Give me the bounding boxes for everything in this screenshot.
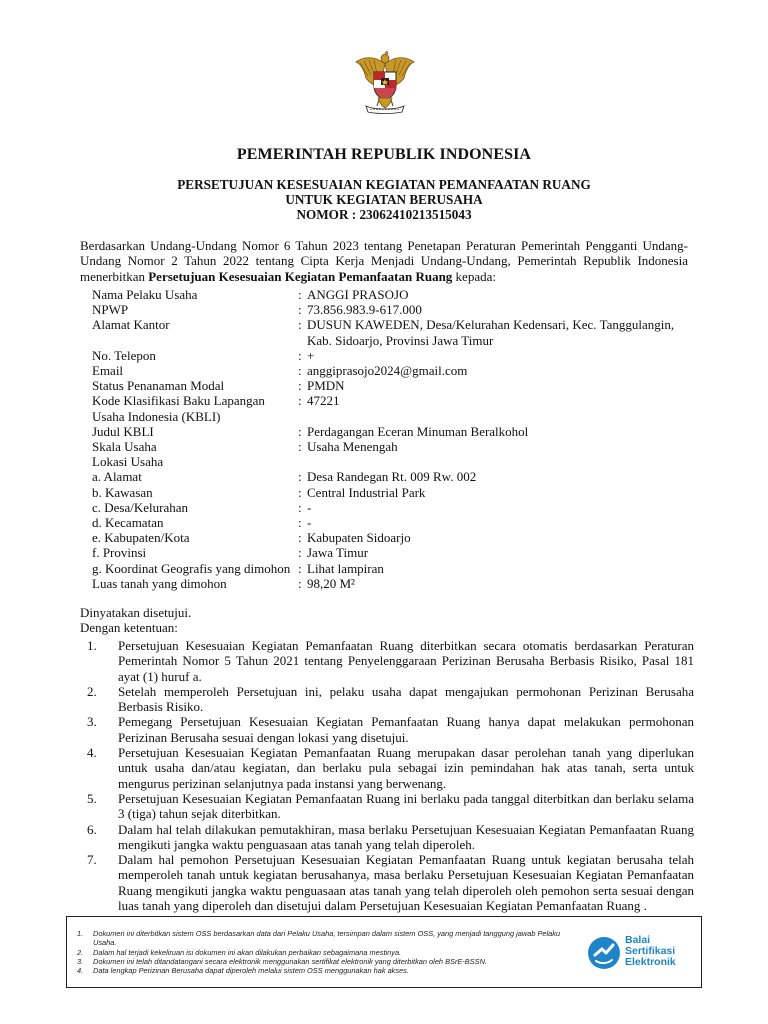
field-value: PMDN — [307, 378, 345, 394]
note-number: 2. — [77, 947, 84, 957]
condition-item — [80, 852, 694, 913]
field-colon: : — [298, 545, 302, 561]
field-label: Judul KBLI — [92, 423, 154, 439]
field-label: Nama Pelaku Usaha — [92, 287, 198, 302]
field-label: Skala Usaha — [92, 439, 157, 455]
government-title: PEMERINTAH REPUBLIK INDONESIA — [236, 146, 532, 163]
field-colon: : — [298, 317, 302, 333]
field-row — [92, 485, 702, 500]
footer-notes-box — [66, 916, 702, 988]
field-label: b. Kawasan — [92, 484, 153, 500]
field-value: - — [307, 515, 312, 531]
condition-text: Persetujuan Kesesuaian Kegiatan Pemanfaatan Ruang merupakan dasar perolehan tanah yang diperlukan untuk usaha dan/atau kegiatan, dan berlaku pula sebagai izin pemindahan hak atas tanah, serta untuk mengurus perizinan selanjutnya pada instansi yang berwenang. — [118, 745, 694, 791]
condition-text: Persetujuan Kesesuaian Kegiatan Pemanfaatan Ruang ini berlaku pada tanggal diterbitkan dan berlaku selama 3 (tiga) tahun sejak diterbitkan. — [118, 790, 694, 822]
field-colon: : — [298, 302, 302, 318]
field-row — [92, 545, 702, 560]
condition-item — [80, 745, 694, 791]
condition-number: 1. — [87, 638, 97, 653]
bsre-logo — [585, 933, 695, 977]
intro-text-end: kepada: — [452, 268, 496, 284]
field-label: a. Alamat — [92, 469, 142, 485]
bsre-logo-text — [625, 935, 676, 968]
field-value: Desa Randegan Rt. 009 Rw. 002 — [307, 469, 477, 485]
field-value: Kabupaten Sidoarjo — [307, 530, 411, 546]
field-colon: : — [298, 378, 302, 394]
condition-text: Dalam hal telah dilakukan pemutakhiran, masa berlaku Persetujuan Kesesuaian Kegiatan Pemanfaatan Ruang mengikuti jangka waktu penguasaan atas tanah yang telah diperoleh. — [118, 821, 694, 852]
field-label: f. Provinsi — [92, 545, 147, 561]
field-colon: : — [298, 515, 302, 531]
field-label: Luas tanah yang dimohon — [92, 575, 227, 591]
field-value: Lihat lampiran — [307, 560, 384, 576]
field-colon: : — [298, 393, 302, 409]
condition-number: 6. — [87, 821, 97, 837]
field-row — [92, 287, 702, 302]
field-row — [92, 393, 702, 423]
field-colon: : — [298, 499, 302, 515]
condition-item — [80, 714, 694, 745]
field-label: Lokasi Usaha — [92, 454, 164, 470]
condition-text: Persetujuan Kesesuaian Kegiatan Pemanfaatan Ruang diterbitkan secara otomatis berdasarkan Peraturan Pemerintah Nomor 5 Tahun 2021 tentang Penyelenggaraan Perizinan Berusaha Berbasis Risiko, Pasal 181 ayat (1) huruf a. — [118, 638, 694, 684]
condition-item — [80, 822, 694, 853]
condition-text: Setelah memperoleh Persetujuan ini, pelaku usaha dapat mengajukan permohonan Perizinan Berusaha Berbasis Risiko. — [118, 683, 694, 715]
field-label: Email — [92, 363, 124, 379]
note-number: 1. — [77, 929, 84, 938]
field-value: anggiprasojo2024@gmail.com — [307, 363, 468, 379]
footer-note — [77, 948, 567, 957]
condition-item — [80, 791, 694, 822]
intro-text: Berdasarkan Undang-Undang Nomor 6 Tahun 2023 tentang Penetapan Peraturan Pemerintah Pengganti Undang-Undang Nomor 2 Tahun 2022 tentang Cipta Kerja Menjadi Undang-Undang, Pemerintah Republik Indonesia menerbitkan — [80, 238, 688, 284]
field-value: Central Industrial Park — [307, 484, 426, 500]
field-label: d. Kecamatan — [92, 515, 164, 531]
condition-number: 5. — [87, 790, 97, 806]
condition-number: 2. — [87, 683, 97, 699]
footer-note — [77, 929, 567, 948]
field-row — [92, 317, 702, 347]
field-row — [92, 469, 702, 484]
bsre-logo-line: Elektronik — [625, 956, 676, 968]
bsre-badge-icon — [585, 933, 623, 973]
note-text: Dokumen ini telah ditandatangani secara elektronik menggunakan sertifikat elektronik yang diterbitkan oleh BSrE-BSSN. — [93, 956, 487, 966]
note-text: Dokumen ini diterbitkan sistem OSS berdasarkan data dari Pelaku Usaha, tersimpan dalam sistem OSS, yang menjadi tanggung jawab Pelaku Usaha. — [93, 929, 561, 948]
field-row — [92, 454, 702, 469]
field-label: Alamat Kantor — [92, 317, 170, 333]
note-text: Data lengkap Perizinan Berusaha dapat diperoleh melalui sistem OSS menggunakan hak akses. — [93, 966, 409, 976]
field-colon: : — [298, 575, 302, 591]
conditions-heading: Dengan ketentuan: — [80, 620, 178, 636]
field-colon: : — [298, 560, 302, 576]
note-text: Dalam hal terjadi kekeliruan isi dokumen ini akan dilakukan perbaikan sebagaimana mestinya. — [93, 947, 402, 957]
field-colon: : — [298, 439, 302, 455]
bsre-logo-line: Sertifikasi — [625, 945, 676, 957]
field-label: c. Desa/Kelurahan — [92, 499, 189, 515]
field-value: ANGGI PRASOJO — [307, 287, 409, 302]
footer-notes — [77, 929, 567, 975]
document-title — [0, 177, 768, 222]
approval-line: Dinyatakan disetujui. — [80, 605, 192, 620]
field-label: g. Koordinat Geografis yang dimohon — [92, 560, 291, 576]
field-colon: : — [298, 287, 302, 302]
approval-statement — [80, 605, 191, 636]
applicant-fields — [92, 287, 702, 591]
document-title-line-1: PERSETUJUAN KESESUAIAN KEGIATAN PEMANFAATAN RUANG — [177, 177, 591, 192]
intro-paragraph — [80, 238, 688, 284]
field-value: + — [307, 347, 315, 363]
field-row — [92, 363, 702, 378]
field-label: No. Telepon — [92, 347, 156, 363]
condition-number: 7. — [87, 852, 97, 868]
field-label: NPWP — [92, 302, 129, 318]
field-colon: : — [298, 530, 302, 546]
condition-item — [80, 638, 694, 684]
field-colon: : — [298, 363, 302, 379]
condition-text: Pemegang Persetujuan Kesesuaian Kegiatan Pemanfaatan Ruang hanya dapat melakukan permohonan Perizinan Berusaha sesuai dengan lokasi yang disetujui. — [118, 714, 694, 745]
field-colon: : — [298, 484, 302, 500]
conditions-list — [80, 638, 694, 913]
field-row — [92, 439, 702, 454]
field-row — [92, 378, 702, 393]
field-colon: : — [298, 347, 302, 363]
field-row — [92, 561, 702, 576]
field-colon: : — [298, 469, 302, 485]
field-value: Usaha Menengah — [307, 439, 398, 455]
field-label: Kode Klasifikasi Baku Lapangan Usaha Indonesia (KBLI) — [92, 393, 265, 424]
field-value: DUSUN KAWEDEN, Desa/Kelurahan Kedensari, Kec. Tanggulangin, Kab. Sidoarjo, Provinsi Jawa Timur — [307, 317, 675, 348]
field-label: e. Kabupaten/Kota — [92, 530, 190, 546]
field-value: 98,20 M² — [307, 575, 355, 591]
field-row — [92, 348, 702, 363]
field-row — [92, 302, 702, 317]
field-colon: : — [298, 423, 302, 439]
footer-note — [77, 957, 567, 966]
field-row — [92, 424, 702, 439]
field-row — [92, 530, 702, 545]
footer-note — [77, 966, 567, 975]
field-value: Perdagangan Eceran Minuman Beralkohol — [307, 423, 529, 439]
garuda-emblem-icon — [352, 50, 418, 116]
document-number: NOMOR : 23062410213515043 — [296, 207, 472, 222]
field-label: Status Penanaman Modal — [92, 378, 225, 394]
condition-number: 4. — [87, 745, 97, 761]
field-value: 47221 — [307, 393, 340, 409]
field-value: 73.856.983.9-617.000 — [307, 302, 422, 318]
condition-text: Dalam hal pemohon Persetujuan Kesesuaian Kegiatan Pemanfaatan Ruang untuk kegiatan berusaha telah memperoleh tanah untuk kegiatan berusahanya, masa berlaku Persetujuan Kesesuaian Kegiatan Pemanfaatan Ruang mengikuti jangka waktu penguasaan atas tanah yang telah diperoleh oleh pemohon serta sesuai dengan luas tanah yang diperoleh dan disetujui dalam Persetujuan Kesesuaian Kegiatan Pemanfaatan Ruang . — [118, 852, 694, 914]
condition-item — [80, 684, 694, 715]
field-row — [92, 576, 702, 591]
field-row — [92, 515, 702, 530]
condition-number: 3. — [87, 714, 97, 730]
field-value: Jawa Timur — [307, 545, 369, 561]
note-number: 4. — [77, 966, 84, 976]
intro-bold-text: Persetujuan Kesesuaian Kegiatan Pemanfaatan Ruang — [148, 268, 453, 284]
field-row — [92, 500, 702, 515]
field-value: - — [307, 499, 312, 515]
note-number: 3. — [77, 956, 84, 966]
bsre-logo-line: Balai — [625, 934, 651, 946]
document-title-line-2: UNTUK KEGIATAN BERUSAHA — [285, 192, 483, 207]
